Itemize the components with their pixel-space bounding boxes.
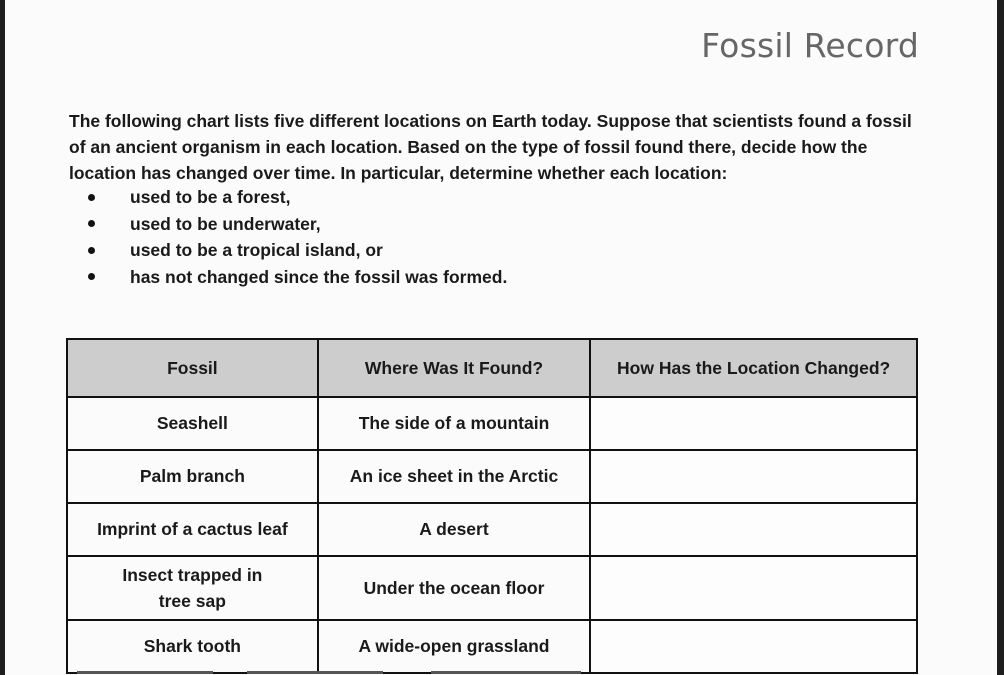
fossil-cell-text: Insect trapped in tree sap bbox=[122, 565, 263, 611]
column-header-location: Where Was It Found? bbox=[318, 339, 591, 397]
answer-cell[interactable] bbox=[590, 450, 917, 503]
fossil-cell: Seashell bbox=[67, 397, 318, 450]
table-row bbox=[67, 397, 917, 450]
fossil-table bbox=[66, 338, 918, 674]
location-cell: An ice sheet in the Arctic bbox=[318, 450, 591, 503]
list-item bbox=[85, 211, 507, 238]
answer-cell[interactable] bbox=[590, 503, 917, 556]
bullet-icon bbox=[88, 220, 95, 227]
location-cell: Under the ocean floor bbox=[318, 556, 591, 620]
location-cell: A wide-open grassland bbox=[318, 620, 591, 673]
column-header-change: How Has the Location Changed? bbox=[590, 339, 917, 397]
table-header-row bbox=[67, 339, 917, 397]
fossil-cell: Shark tooth bbox=[67, 620, 318, 673]
location-options-list bbox=[85, 184, 507, 290]
page-edge-line bbox=[247, 671, 383, 674]
fossil-cell: Palm branch bbox=[67, 450, 318, 503]
bullet-icon bbox=[88, 273, 95, 280]
answer-cell[interactable] bbox=[590, 556, 917, 620]
page-edge-line bbox=[431, 671, 581, 674]
bullet-icon bbox=[88, 247, 95, 254]
intro-paragraph: The following chart lists five different locations on Earth today. Suppose that scientists found a fossil of an ancient organism in each location. Based on the type of fossil found there, decide how the location has changed over time. In particular, determine whether each location: bbox=[69, 111, 912, 183]
answer-cell[interactable] bbox=[590, 397, 917, 450]
page-edge-line bbox=[77, 671, 213, 674]
fossil-cell bbox=[67, 556, 318, 620]
column-header-fossil: Fossil bbox=[67, 339, 318, 397]
worksheet-page bbox=[5, 0, 997, 675]
page-title: Fossil Record bbox=[701, 26, 919, 65]
list-item bbox=[85, 184, 507, 211]
table-row bbox=[67, 450, 917, 503]
list-item-text: used to be a forest, bbox=[130, 187, 291, 207]
location-cell: The side of a mountain bbox=[318, 397, 591, 450]
list-item-text: used to be underwater, bbox=[130, 213, 321, 234]
list-item-text: used to be a tropical island, or bbox=[130, 240, 383, 260]
list-item bbox=[85, 237, 507, 264]
location-cell: A desert bbox=[318, 503, 591, 556]
table-row bbox=[67, 503, 917, 556]
list-item-text: has not changed since the fossil was formed. bbox=[130, 266, 508, 287]
bullet-icon bbox=[88, 194, 95, 201]
answer-cell[interactable] bbox=[590, 620, 917, 673]
table-row bbox=[67, 556, 917, 620]
list-item bbox=[85, 264, 507, 291]
table-row bbox=[67, 620, 917, 673]
intro-text bbox=[69, 108, 929, 186]
fossil-cell: Imprint of a cactus leaf bbox=[67, 503, 318, 556]
